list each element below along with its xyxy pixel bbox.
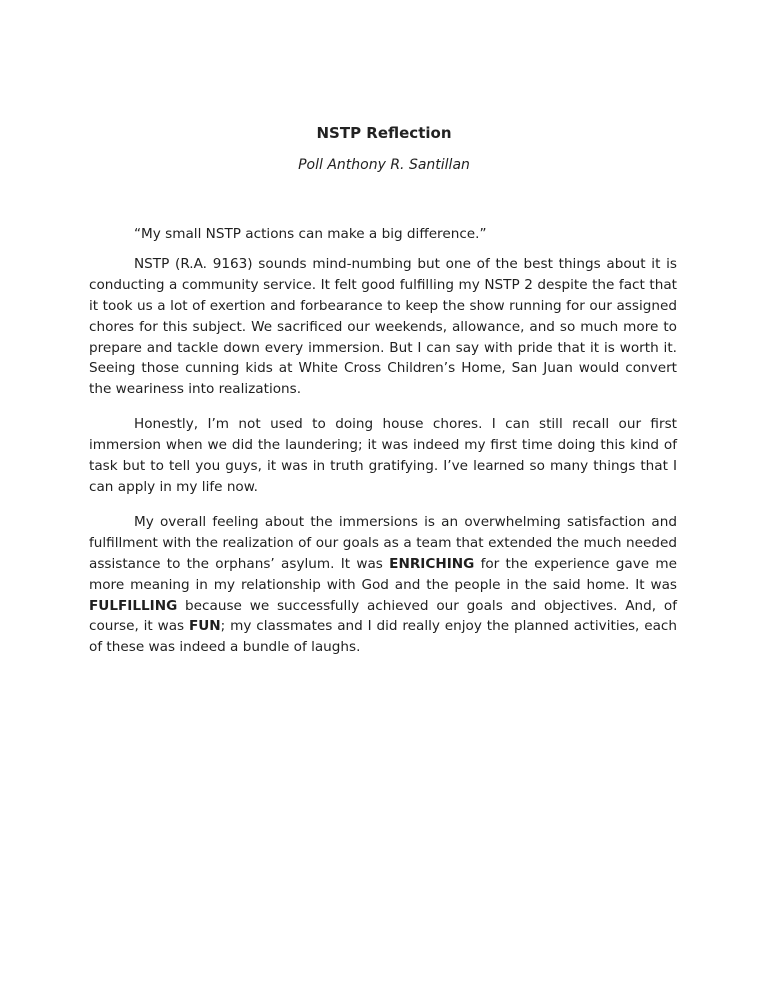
- emphasis-fun: FUN: [188, 618, 221, 635]
- paragraph-3-part-1: My overall feeling about the immersions is an overwhelming satisfaction and fulfillment with the realization of our goals as a team that extended the much needed assistance to the orphans’ asylum. It was: [89, 513, 677, 572]
- paragraph-3-part-2: for the experience gave me more meaning in my relationship with God and the people in the said home. It was: [89, 555, 678, 593]
- document-title: NSTP Reflection: [316, 124, 452, 142]
- document-author: Poll Anthony R. Santillan: [298, 157, 470, 173]
- emphasis-fulfilling: FULFILLING: [89, 597, 178, 614]
- opening-quote: “My small NSTP actions can make a big difference.”: [134, 226, 487, 242]
- paragraph-1: NSTP (R.A. 9163) sounds mind-numbing but one of the best things about it is conducting a community service. It felt good fulfilling my NSTP 2 despite the fact that it took us a lot of exertion and forbearance to keep the show running for our assigned chores for this subject. We sacrificed our weekends, allowance, and so much more to prepare and tackle down every immersion. But I can say with pride that it is worth it. Seeing those cunning kids at White Cross Children’s Home, San Juan would convert the weariness into realizations.: [89, 255, 677, 398]
- paragraph-3-part-4: ; my classmates and I did really enjoy the planned activities, each of these was indeed a bundle of laughs.: [89, 618, 677, 656]
- paragraph-3-part-3: because we successfully achieved our goals and objectives. And, of course, it was: [89, 597, 677, 635]
- emphasis-enriching: ENRICHING: [389, 555, 475, 572]
- paragraph-2: Honestly, I’m not used to doing house chores. I can still recall our first immersion when we did the laundering; it was indeed my first time doing this kind of task but to tell you guys, it was in truth gratifying. I’ve learned so many things that I can apply in my life now.: [89, 416, 677, 495]
- document-body: [89, 224, 677, 672]
- paragraph-3: [89, 512, 677, 658]
